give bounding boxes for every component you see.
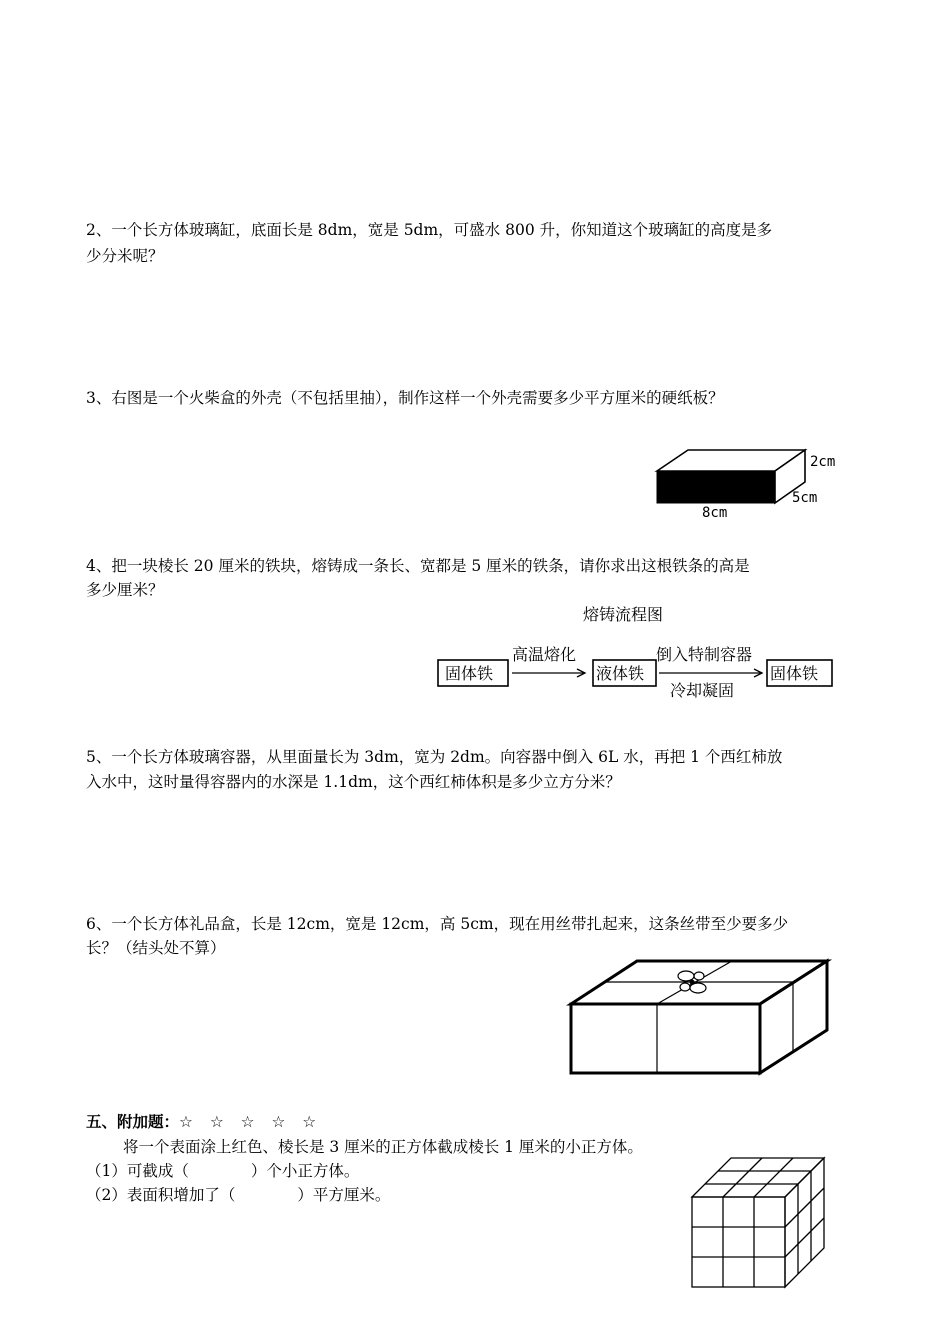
- q2-line2: 少分米呢？: [86, 247, 164, 265]
- cube-side-face: [785, 1158, 824, 1287]
- section5-title: [86, 1110, 322, 1134]
- q2-line1: 2、一个长方体玻璃缸，底面长是 8dm，宽是 5dm，可盛水 800 升，你知道这个玻璃缸的高度是多: [86, 221, 773, 239]
- section5-item1: （1）可截成（ ）个小正方体。: [86, 1162, 360, 1180]
- cube-front-face: [692, 1197, 785, 1287]
- q6-line2: 长？（结头处不算）: [86, 939, 226, 957]
- matchbox-width-label: 5cm: [792, 490, 818, 506]
- q3-line1: 3、右图是一个火柴盒的外壳（不包括里抽），制作这样一个外壳需要多少平方厘米的硬纸板？: [86, 389, 724, 407]
- gift-box-front-face: [571, 1004, 760, 1073]
- q4-line2: 多少厘米？: [86, 581, 164, 599]
- flowchart-title: 熔铸流程图: [583, 605, 664, 624]
- casting-flowchart: [430, 598, 850, 710]
- q5-line2: 入水中，这时量得容器内的水深是 1.1dm，这个西红柿体积是多少立方分米？: [86, 773, 621, 791]
- matchbox-front-face: [657, 471, 775, 503]
- flow-box3-label: 固体铁: [770, 664, 819, 683]
- matchbox-height-label: 2cm: [810, 454, 836, 470]
- q4-line1: 4、把一块棱长 20 厘米的铁块，熔铸成一条长、宽都是 5 厘米的铁条，请你求出这根铁条的高是: [86, 557, 750, 575]
- flow-box1-label: 固体铁: [445, 664, 494, 683]
- gift-box-figure: [565, 955, 835, 1080]
- q5-line1: 5、一个长方体玻璃容器，从里面量长为 3dm，宽为 2dm。向容器中倒入 6L 水，再把 1 个西红柿放: [86, 748, 783, 766]
- matchbox-figure: [640, 438, 870, 524]
- flow-arrow2-top-label: 倒入特制容器: [656, 645, 753, 664]
- cube-grid-figure: [688, 1152, 834, 1292]
- q6-line1: 6、一个长方体礼品盒，长是 12cm，宽是 12cm，高 5cm，现在用丝带扎起来，这条丝带至少要多少: [86, 915, 789, 933]
- flow-arrow1-label: 高温熔化: [512, 645, 577, 664]
- section5-intro: 将一个表面涂上红色、棱长是 3 厘米的正方体截成棱长 1 厘米的小正方体。: [123, 1138, 643, 1156]
- matchbox-length-label: 8cm: [702, 505, 728, 521]
- flow-box2-label: 液体铁: [596, 664, 645, 683]
- flow-arrow2-bottom-label: 冷却凝固: [670, 681, 735, 700]
- section5-item2: （2）表面积增加了（ ）平方厘米。: [86, 1186, 391, 1204]
- section5-heading: 五、附加题：: [86, 1112, 180, 1131]
- difficulty-stars: ☆ ☆ ☆ ☆ ☆: [179, 1113, 323, 1131]
